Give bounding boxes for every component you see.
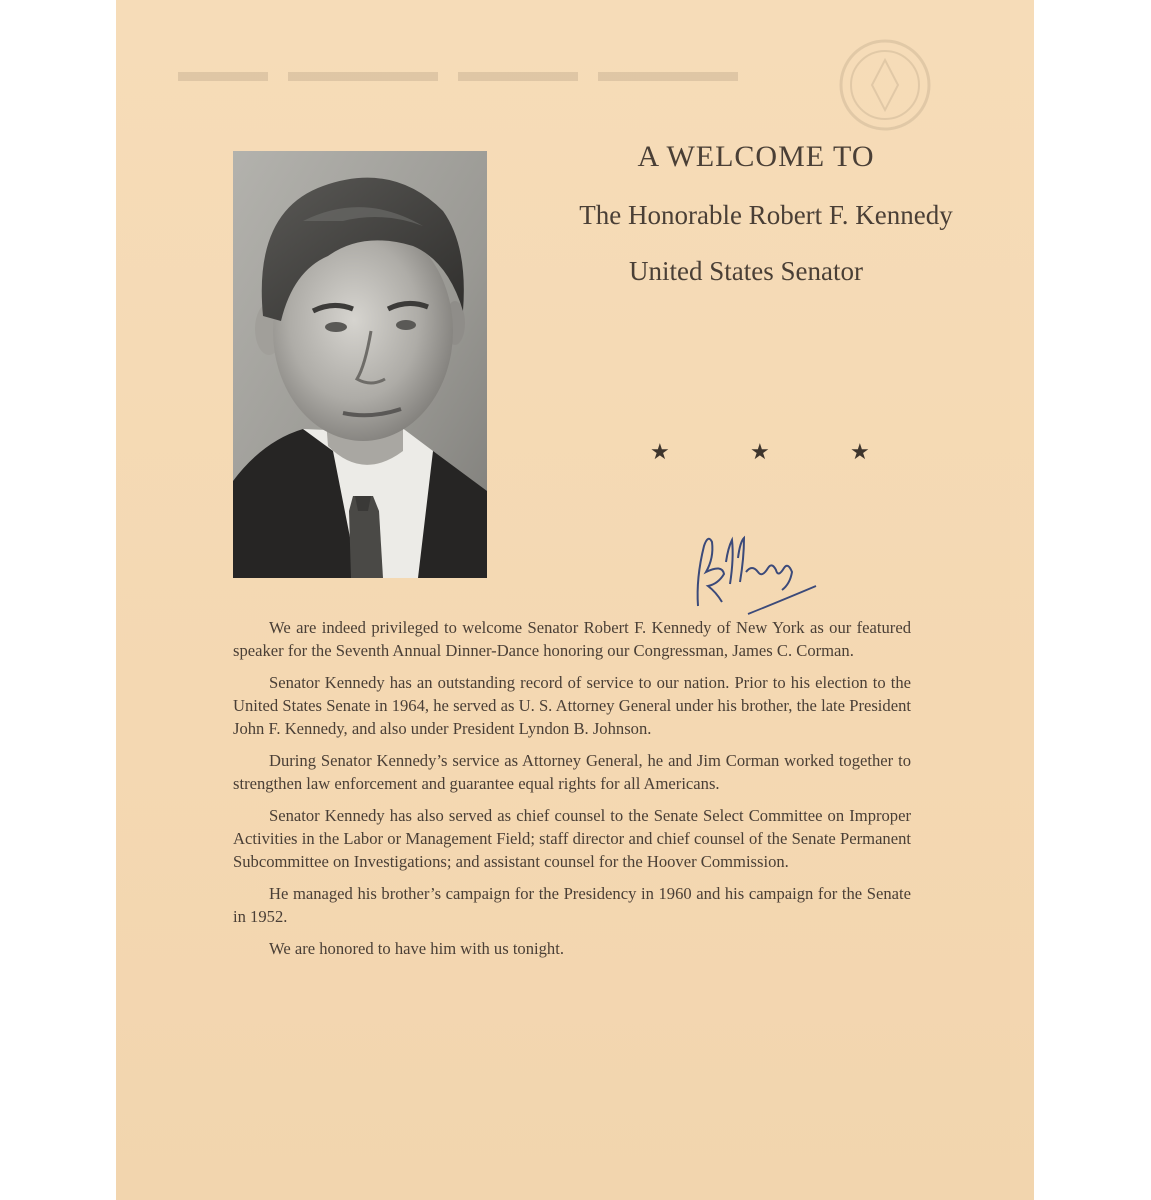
- paragraph: During Senator Kennedy’s service as Attorney General, he and Jim Corman worked together to strengthen law enforcement and guarantee equal rights for all Americans.: [233, 751, 911, 793]
- paragraph: We are honored to have him with us tonight.: [269, 939, 564, 958]
- star-icon: ★: [750, 440, 770, 465]
- show-through-seal-icon: [838, 38, 932, 132]
- star-divider: [646, 440, 876, 466]
- signature: [678, 528, 818, 620]
- paragraph: He managed his brother’s campaign for the Presidency in 1960 and his campaign for the Senate in 1952.: [233, 884, 911, 926]
- portrait-photo: [233, 151, 487, 578]
- program-page: [116, 0, 1034, 1200]
- heading-honoree-name: The Honorable Robert F. Kennedy: [579, 200, 953, 230]
- paragraph: Senator Kennedy has an outstanding record of service to our nation. Prior to his election to the United States Senate in 1964, he served as U. S. Attorney General under his brother, the late President John F. Kennedy, and also under President Lyndon B. Johnson.: [233, 673, 911, 738]
- heading-title: United States Senator: [629, 256, 863, 286]
- show-through-text: [178, 66, 738, 86]
- welcome-body: [233, 616, 911, 969]
- paragraph: Senator Kennedy has also served as chief counsel to the Senate Select Committee on Improper Activities in the Labor or Management Field; staff director and chief counsel of the Senate Permanent Subcommittee on Investigations; and assistant counsel for the Hoover Commission.: [233, 806, 911, 871]
- star-icon: ★: [850, 440, 870, 465]
- star-icon: ★: [650, 440, 670, 465]
- paragraph: We are indeed privileged to welcome Senator Robert F. Kennedy of New York as our featured speaker for the Seventh Annual Dinner-Dance honoring our Congressman, James C. Corman.: [233, 618, 911, 660]
- heading-welcome: A WELCOME TO: [637, 140, 875, 173]
